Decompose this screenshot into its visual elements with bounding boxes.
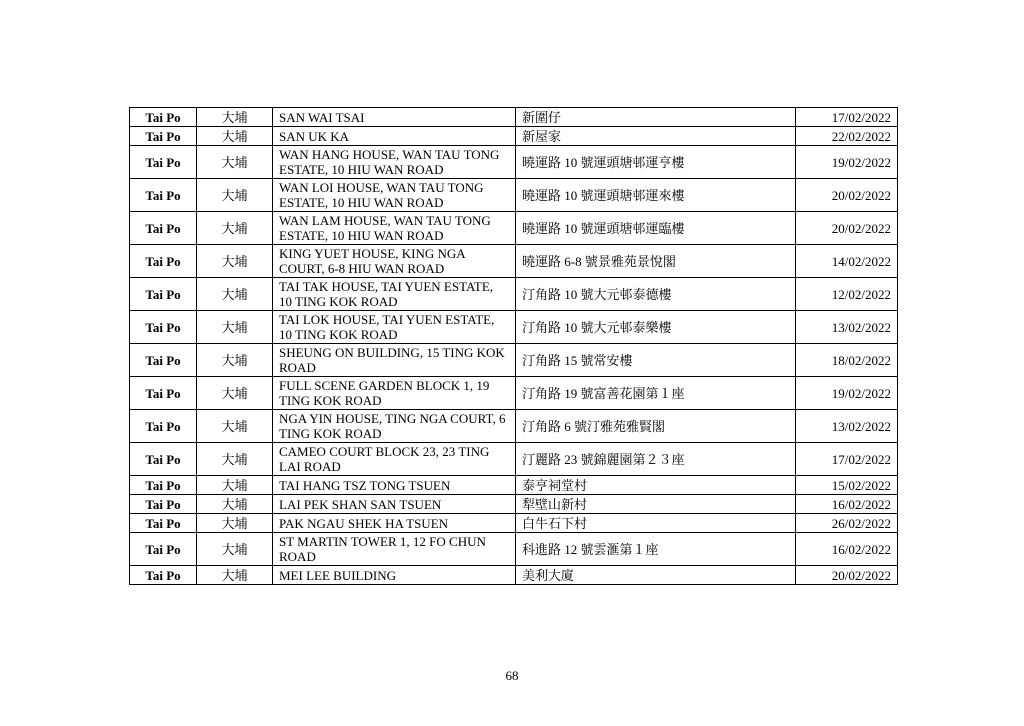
building-name-zh-cell: 白牛石下村 — [516, 514, 796, 533]
table-row — [130, 108, 898, 127]
district-zh-cell: 大埔 — [197, 495, 273, 514]
district-cell: Tai Po — [130, 344, 197, 377]
district-zh-cell: 大埔 — [197, 443, 273, 476]
table-row — [130, 566, 898, 585]
district-cell: Tai Po — [130, 566, 197, 585]
district-cell: Tai Po — [130, 533, 197, 566]
building-name-zh-cell: 汀角路 6 號汀雅苑雅賢閣 — [516, 410, 796, 443]
building-name-en-cell: SAN WAI TSAI — [273, 108, 516, 127]
building-name-en-cell: MEI LEE BUILDING — [273, 566, 516, 585]
building-name-zh-cell: 美利大廈 — [516, 566, 796, 585]
district-cell: Tai Po — [130, 179, 197, 212]
building-name-en-cell: TAI HANG TSZ TONG TSUEN — [273, 476, 516, 495]
district-cell: Tai Po — [130, 476, 197, 495]
building-name-en-cell: LAI PEK SHAN SAN TSUEN — [273, 495, 516, 514]
building-name-en-cell: WAN HANG HOUSE, WAN TAU TONG ESTATE, 10 HIU WAN ROAD — [273, 146, 516, 179]
district-cell: Tai Po — [130, 311, 197, 344]
district-cell: Tai Po — [130, 146, 197, 179]
district-zh-cell: 大埔 — [197, 212, 273, 245]
date-cell: 26/02/2022 — [796, 514, 898, 533]
table-row — [130, 245, 898, 278]
building-name-zh-cell: 科進路 12 號雲滙第１座 — [516, 533, 796, 566]
date-cell: 19/02/2022 — [796, 377, 898, 410]
district-cell: Tai Po — [130, 127, 197, 146]
district-zh-cell: 大埔 — [197, 377, 273, 410]
building-name-en-cell: ST MARTIN TOWER 1, 12 FO CHUN ROAD — [273, 533, 516, 566]
district-cell: Tai Po — [130, 278, 197, 311]
building-name-en-cell: SHEUNG ON BUILDING, 15 TING KOK ROAD — [273, 344, 516, 377]
building-name-zh-cell: 泰亨祠堂村 — [516, 476, 796, 495]
building-name-zh-cell: 曉運路 10 號運頭塘邨運亨樓 — [516, 146, 796, 179]
district-zh-cell: 大埔 — [197, 311, 273, 344]
building-name-zh-cell: 汀角路 15 號常安樓 — [516, 344, 796, 377]
date-cell: 22/02/2022 — [796, 127, 898, 146]
date-cell: 18/02/2022 — [796, 344, 898, 377]
date-cell: 14/02/2022 — [796, 245, 898, 278]
district-zh-cell: 大埔 — [197, 410, 273, 443]
date-cell: 20/02/2022 — [796, 566, 898, 585]
table-row — [130, 533, 898, 566]
district-zh-cell: 大埔 — [197, 514, 273, 533]
building-name-en-cell: WAN LOI HOUSE, WAN TAU TONG ESTATE, 10 HIU WAN ROAD — [273, 179, 516, 212]
date-cell: 19/02/2022 — [796, 146, 898, 179]
district-cell: Tai Po — [130, 410, 197, 443]
building-name-en-cell: TAI TAK HOUSE, TAI YUEN ESTATE, 10 TING KOK ROAD — [273, 278, 516, 311]
building-name-en-cell: WAN LAM HOUSE, WAN TAU TONG ESTATE, 10 HIU WAN ROAD — [273, 212, 516, 245]
date-cell: 15/02/2022 — [796, 476, 898, 495]
district-cell: Tai Po — [130, 377, 197, 410]
district-zh-cell: 大埔 — [197, 179, 273, 212]
page-number: 68 — [505, 668, 519, 683]
building-list-table — [129, 107, 898, 585]
building-name-zh-cell: 曉運路 10 號運頭塘邨運來樓 — [516, 179, 796, 212]
district-zh-cell: 大埔 — [197, 533, 273, 566]
date-cell: 16/02/2022 — [796, 495, 898, 514]
building-name-en-cell: NGA YIN HOUSE, TING NGA COURT, 6 TING KOK ROAD — [273, 410, 516, 443]
table-row — [130, 495, 898, 514]
table-row — [130, 212, 898, 245]
district-zh-cell: 大埔 — [197, 476, 273, 495]
date-cell: 13/02/2022 — [796, 311, 898, 344]
table-row — [130, 476, 898, 495]
building-name-zh-cell: 新屋家 — [516, 127, 796, 146]
table-row — [130, 146, 898, 179]
table-row — [130, 410, 898, 443]
building-name-en-cell: CAMEO COURT BLOCK 23, 23 TING LAI ROAD — [273, 443, 516, 476]
building-name-en-cell: TAI LOK HOUSE, TAI YUEN ESTATE, 10 TING KOK ROAD — [273, 311, 516, 344]
building-name-zh-cell: 汀角路 19 號富善花園第１座 — [516, 377, 796, 410]
table-row — [130, 377, 898, 410]
district-cell: Tai Po — [130, 495, 197, 514]
building-name-zh-cell: 犁壁山新村 — [516, 495, 796, 514]
building-name-en-cell: PAK NGAU SHEK HA TSUEN — [273, 514, 516, 533]
building-name-zh-cell: 新圍仔 — [516, 108, 796, 127]
building-name-zh-cell: 汀角路 10 號大元邨泰德樓 — [516, 278, 796, 311]
building-name-en-cell: SAN UK KA — [273, 127, 516, 146]
building-name-zh-cell: 汀角路 10 號大元邨泰樂樓 — [516, 311, 796, 344]
district-zh-cell: 大埔 — [197, 344, 273, 377]
district-zh-cell: 大埔 — [197, 278, 273, 311]
table-row — [130, 514, 898, 533]
district-zh-cell: 大埔 — [197, 108, 273, 127]
date-cell: 20/02/2022 — [796, 179, 898, 212]
district-cell: Tai Po — [130, 443, 197, 476]
building-name-en-cell: FULL SCENE GARDEN BLOCK 1, 19 TING KOK ROAD — [273, 377, 516, 410]
table-row — [130, 311, 898, 344]
district-zh-cell: 大埔 — [197, 566, 273, 585]
building-name-zh-cell: 曉運路 10 號運頭塘邨運臨樓 — [516, 212, 796, 245]
date-cell: 20/02/2022 — [796, 212, 898, 245]
district-cell: Tai Po — [130, 212, 197, 245]
date-cell: 12/02/2022 — [796, 278, 898, 311]
building-name-en-cell: KING YUET HOUSE, KING NGA COURT, 6-8 HIU WAN ROAD — [273, 245, 516, 278]
district-cell: Tai Po — [130, 514, 197, 533]
table-row — [130, 443, 898, 476]
date-cell: 17/02/2022 — [796, 108, 898, 127]
date-cell: 16/02/2022 — [796, 533, 898, 566]
date-cell: 17/02/2022 — [796, 443, 898, 476]
district-zh-cell: 大埔 — [197, 245, 273, 278]
district-cell: Tai Po — [130, 245, 197, 278]
building-name-zh-cell: 曉運路 6-8 號景雅苑景悅閣 — [516, 245, 796, 278]
building-name-zh-cell: 汀麗路 23 號錦麗園第２３座 — [516, 443, 796, 476]
table-row — [130, 278, 898, 311]
district-zh-cell: 大埔 — [197, 146, 273, 179]
district-cell: Tai Po — [130, 108, 197, 127]
table-row — [130, 344, 898, 377]
table-row — [130, 127, 898, 146]
district-zh-cell: 大埔 — [197, 127, 273, 146]
table-row — [130, 179, 898, 212]
date-cell: 13/02/2022 — [796, 410, 898, 443]
table-body — [130, 108, 898, 585]
